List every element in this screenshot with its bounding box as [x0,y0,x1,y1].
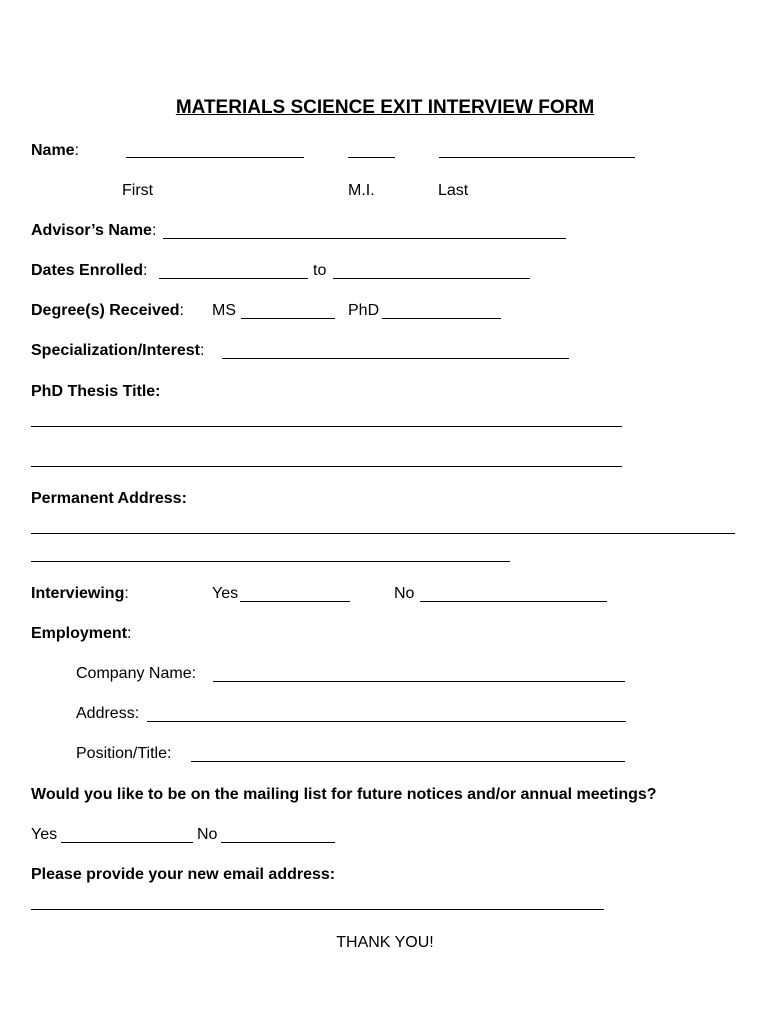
thesis-line-2[interactable] [31,466,622,467]
advisor-colon: : [151,222,157,239]
permanent-address-label: Permanent Address: [31,490,187,507]
middle-initial-field[interactable] [348,157,395,158]
company-name-field[interactable] [213,681,625,682]
name-colon: : [74,142,80,159]
dates-colon: : [143,262,148,279]
mailing-list-question: Would you like to be on the mailing list for future notices and/or annual meetings? [31,786,657,803]
degrees-label: Degree(s) Received [31,302,180,319]
specialization-field[interactable] [222,358,569,359]
interviewing-no-field[interactable] [420,601,607,602]
ms-option-text: MS [212,302,236,319]
thank-you-text: THANK YOU! [336,934,434,951]
last-caption: Last [438,182,469,199]
mailing-yes-text: Yes [31,826,58,843]
thesis-line-1[interactable] [31,426,622,427]
mi-caption: M.I. [348,182,375,199]
first-caption: First [122,182,154,199]
interviewing-colon: : [124,585,129,602]
employment-row-label [31,624,131,644]
phd-field[interactable] [382,318,501,319]
thesis-label: PhD Thesis Title: [31,383,161,400]
employment-colon: : [127,625,132,642]
employment-address-label: Address: [76,705,140,722]
advisor-name-field[interactable] [163,238,566,239]
advisor-row-label [31,221,156,241]
dates-label: Dates Enrolled [31,262,144,279]
dates-to-text: to [313,262,327,279]
degrees-row-label [31,301,184,321]
degrees-colon: : [179,302,184,319]
interviewing-yes-field[interactable] [240,601,350,602]
advisor-label: Advisor’s Name [31,222,152,239]
position-title-label: Position/Title: [76,745,172,762]
form-title: MATERIALS SCIENCE EXIT INTERVIEW FORM [175,97,595,118]
employment-label: Employment [31,625,128,642]
email-label: Please provide your new email address: [31,866,336,883]
phd-option-text: PhD [348,302,380,319]
name-label: Name [31,142,75,159]
interviewing-no-text: No [394,585,415,602]
interviewing-label: Interviewing [31,585,125,602]
specialization-row-label [31,341,204,361]
mailing-yes-field[interactable] [61,842,193,843]
specialization-colon: : [199,342,205,359]
mailing-no-field[interactable] [221,842,335,843]
name-row-label [31,141,79,161]
company-name-label: Company Name: [76,665,197,682]
first-name-field[interactable] [126,157,304,158]
employment-address-field[interactable] [147,721,626,722]
ms-field[interactable] [241,318,335,319]
mailing-no-text: No [197,826,218,843]
dates-row-label [31,261,147,281]
last-name-field[interactable] [439,157,635,158]
address-line-1[interactable] [31,533,735,534]
position-title-field[interactable] [191,761,625,762]
interviewing-yes-text: Yes [212,585,239,602]
interviewing-row-label [31,584,129,604]
date-start-field[interactable] [159,278,308,279]
specialization-label: Specialization/Interest [31,342,200,359]
email-field[interactable] [31,909,604,910]
address-line-2[interactable] [31,561,510,562]
date-end-field[interactable] [333,278,530,279]
